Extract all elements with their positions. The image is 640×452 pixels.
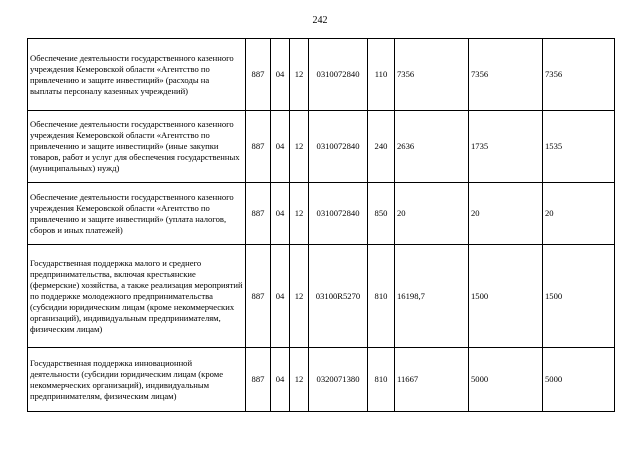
- table-row: [28, 348, 615, 412]
- amount-cell: 1735: [469, 111, 543, 183]
- expense-type-code: 240: [368, 111, 395, 183]
- section-code: 04: [271, 183, 290, 245]
- row-description: Обеспечение деятельности государственного казенного учреждения Кемеровской области «Агентство по привлечению и защите инвестиций» (уплата налогов, сборов и иных платежей): [28, 183, 246, 245]
- amount-cell: 20: [469, 183, 543, 245]
- target-article-code: 0310072840: [309, 39, 368, 111]
- table-row: [28, 245, 615, 348]
- amount-cell: 1500: [469, 245, 543, 348]
- amount-cell: 20: [543, 183, 615, 245]
- target-article-code: 0320071380: [309, 348, 368, 412]
- table-row: [28, 183, 615, 245]
- amount-cell: 5000: [469, 348, 543, 412]
- amount-cell: 7356: [543, 39, 615, 111]
- amount-cell: 11667: [395, 348, 469, 412]
- expense-type-code: 810: [368, 245, 395, 348]
- amount-cell: 1500: [543, 245, 615, 348]
- section-code: 04: [271, 111, 290, 183]
- subsection-code: 12: [290, 245, 309, 348]
- target-article-code: 0310072840: [309, 183, 368, 245]
- subsection-code: 12: [290, 348, 309, 412]
- target-article-code: 03100R5270: [309, 245, 368, 348]
- subsection-code: 12: [290, 39, 309, 111]
- row-description: Обеспечение деятельности государственного казенного учреждения Кемеровской области «Агентство по привлечению и защите инвестиций» (иные закупки товаров, работ и услуг для обеспечения государственных (муниципальных) нужд): [28, 111, 246, 183]
- section-code: 04: [271, 245, 290, 348]
- ministry-code: 887: [246, 348, 271, 412]
- expense-type-code: 810: [368, 348, 395, 412]
- ministry-code: 887: [246, 183, 271, 245]
- table-row: [28, 111, 615, 183]
- target-article-code: 0310072840: [309, 111, 368, 183]
- amount-cell: 20: [395, 183, 469, 245]
- ministry-code: 887: [246, 39, 271, 111]
- row-description: Обеспечение деятельности государственного казенного учреждения Кемеровской области «Агентство по привлечению и защите инвестиций» (расходы на выплаты персоналу казенных учреждений): [28, 39, 246, 111]
- subsection-code: 12: [290, 111, 309, 183]
- section-code: 04: [271, 348, 290, 412]
- amount-cell: 1535: [543, 111, 615, 183]
- row-description: Государственная поддержка инновационной деятельности (субсидии юридическим лицам (кроме некоммерческих организаций), индивидуальным предпринимателям, физическим лицам): [28, 348, 246, 412]
- subsection-code: 12: [290, 183, 309, 245]
- budget-table: [27, 38, 615, 412]
- section-code: 04: [271, 39, 290, 111]
- amount-cell: 7356: [469, 39, 543, 111]
- amount-cell: 5000: [543, 348, 615, 412]
- ministry-code: 887: [246, 245, 271, 348]
- ministry-code: 887: [246, 111, 271, 183]
- table-row: [28, 39, 615, 111]
- expense-type-code: 850: [368, 183, 395, 245]
- expense-type-code: 110: [368, 39, 395, 111]
- page-number: 242: [312, 15, 328, 26]
- amount-cell: 2636: [395, 111, 469, 183]
- amount-cell: 16198,7: [395, 245, 469, 348]
- row-description: Государственная поддержка малого и среднего предпринимательства, включая крестьянские (фермерские) хозяйства, а также реализация мероприятий по поддержке молодежного предпринимательства (субсидии юридическим лицам (кроме некоммерческих организаций), индивидуальным предпринимателям, физическим лицам): [28, 245, 246, 348]
- amount-cell: 7356: [395, 39, 469, 111]
